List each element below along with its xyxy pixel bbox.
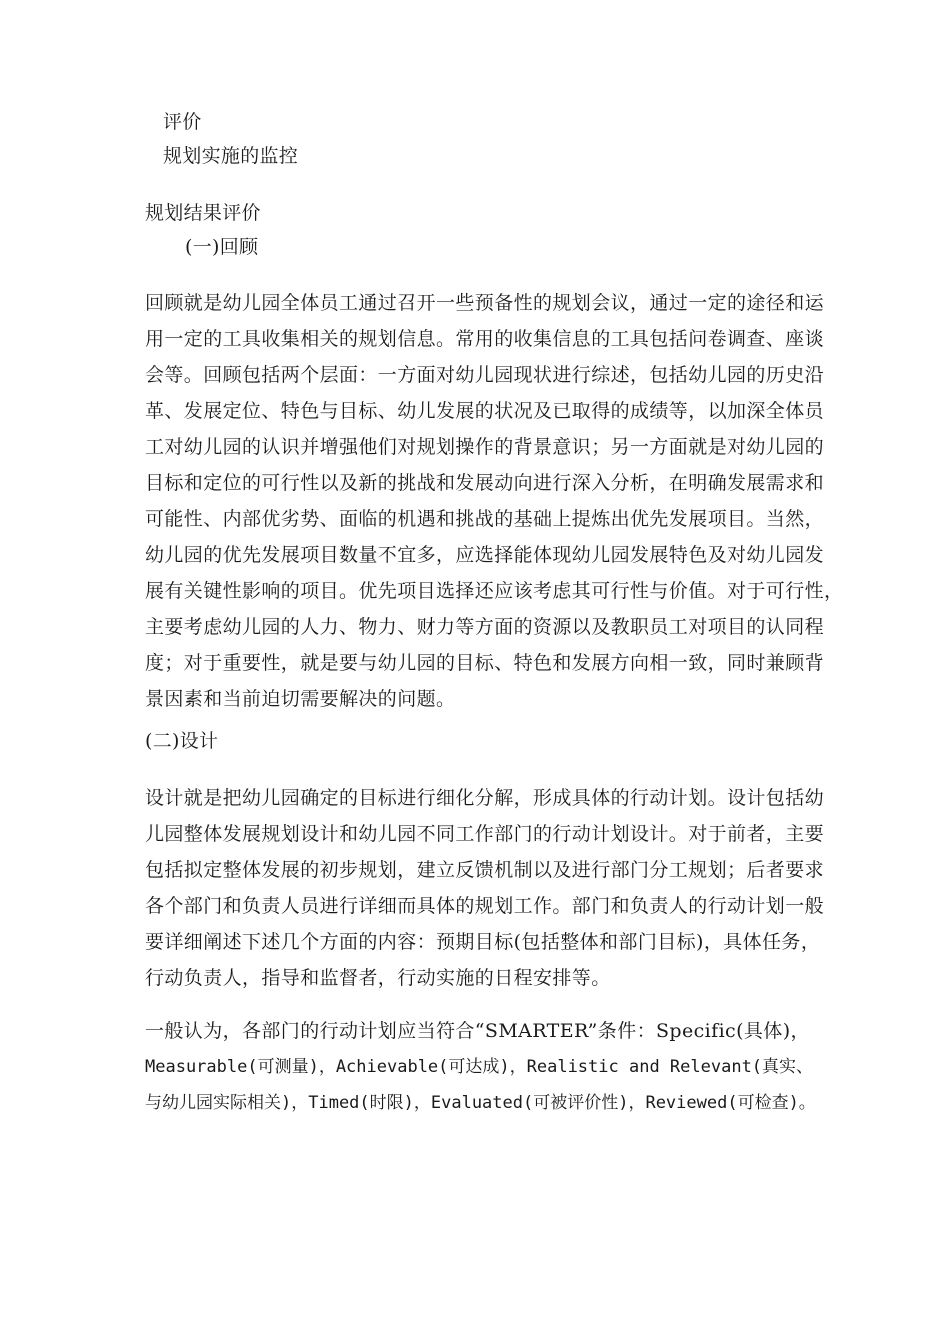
paragraph-line: 工对幼儿园的认识并增强他们对规划操作的背景意识；另一方面就是对幼儿园的 [145, 436, 825, 458]
paragraph-line: Measurable(可测量)，Achievable(可达成)，Realistic and Relevant(真实、 [145, 1057, 814, 1077]
paragraph-line: 儿园整体发展规划设计和幼儿园不同工作部门的行动计划设计。对于前者，主要 [145, 823, 825, 845]
heading-implementation-monitoring: 规划实施的监控 [163, 145, 299, 167]
paragraph-line: 包括拟定整体发展的初步规划，建立反馈机制以及进行部门分工规划；后者要求 [145, 859, 825, 881]
paragraph-line: 幼儿园的优先发展项目数量不宜多，应选择能体现幼儿园发展特色及对幼儿园发 [145, 544, 825, 566]
paragraph-line: 用一定的工具收集相关的规划信息。常用的收集信息的工具包括问卷调查、座谈 [145, 328, 825, 350]
paragraph-line: 可能性、内部优劣势、面临的机遇和挑战的基础上提炼出优先发展项目。当然， [145, 508, 825, 530]
paragraph-line: 一般认为，各部门的行动计划应当符合“SMARTER”条件：Specific(具体)， [145, 1020, 810, 1042]
paragraph-line: 度；对于重要性，就是要与幼儿园的目标、特色和发展方向相一致，同时兼顾背 [145, 652, 825, 674]
paragraph-line: 会等。回顾包括两个层面：一方面对幼儿园现状进行综述，包括幼儿园的历史沿 [145, 364, 825, 386]
subsection-title-review: (一)回顾 [185, 236, 259, 258]
paragraph-line: 各个部门和负责人员进行详细而具体的规划工作。部门和负责人的行动计划一般 [145, 895, 825, 917]
paragraph-smarter [145, 1013, 816, 1121]
paragraph-line: 展有关键性影响的项目。优先项目选择还应该考虑其可行性与价值。对于可行性， [145, 580, 844, 602]
paragraph-line: 革、发展定位、特色与目标、幼儿发展的状况及已取得的成绩等，以加深全体员 [145, 400, 825, 422]
paragraph-line: 目标和定位的可行性以及新的挑战和发展动向进行深入分析，在明确发展需求和 [145, 472, 825, 494]
paragraph-design [145, 780, 825, 996]
paragraph-line: 景因素和当前迫切需要解决的问题。 [145, 688, 456, 710]
paragraph-line: 设计就是把幼儿园确定的目标进行细化分解，形成具体的行动计划。设计包括幼 [145, 787, 825, 809]
paragraph-review [145, 285, 844, 717]
paragraph-line: 要详细阐述下述几个方面的内容：预期目标(包括整体和部门目标)，具体任务， [145, 931, 821, 953]
paragraph-line: 与幼儿园实际相关)，Timed(时限)，Evaluated(可被评价性)，Reviewed(可检查)。 [145, 1093, 816, 1113]
paragraph-line: 主要考虑幼儿园的人力、物力、财力等方面的资源以及教职员工对项目的认同程 [145, 616, 825, 638]
subsection-title-design: (二)设计 [145, 730, 219, 752]
section-title-planning-result-evaluation: 规划结果评价 [145, 202, 261, 224]
paragraph-line: 回顾就是幼儿园全体员工通过召开一些预备性的规划会议，通过一定的途径和运 [145, 292, 825, 314]
heading-evaluation: 评价 [163, 111, 202, 133]
paragraph-line: 行动负责人，指导和监督者，行动实施的日程安排等。 [145, 967, 611, 989]
